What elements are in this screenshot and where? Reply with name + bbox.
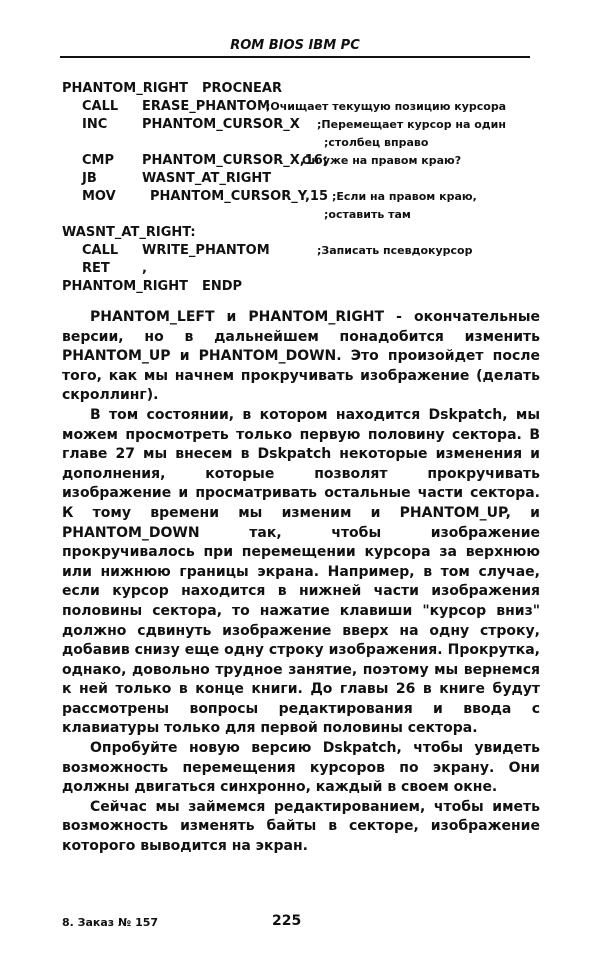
code-label: INC (82, 117, 108, 132)
code-operand: PHANTOM_CURSOR_Y,15 (150, 189, 329, 204)
page-number: 225 (272, 913, 302, 929)
code-line (62, 170, 542, 188)
printer-signature: 8. Заказ № 157 (62, 916, 159, 929)
code-comment: ;столбец вправо (324, 136, 429, 149)
assembly-listing (62, 80, 542, 296)
code-operand: PHANTOM_CURSOR_X (142, 117, 300, 132)
code-label: CALL (82, 99, 119, 114)
code-operand: PHANTOM_CURSOR_X,16; (142, 153, 328, 168)
code-label: JB (82, 171, 97, 186)
code-line (62, 134, 542, 152)
code-line (62, 188, 542, 206)
code-label: PHANTOM_RIGHT (62, 279, 188, 294)
paragraph: PHANTOM_LEFT и PHANTOM_RIGHT - окончательные версии, но в дальнейшем понадобится изменить PHANTOM_UP и PHANTOM_DOWN. Это произойдет после того, как мы начнем прокручивать изображение (делать скроллинг). (62, 309, 540, 404)
code-label: MOV (82, 189, 116, 204)
code-label: CMP (82, 153, 115, 168)
code-line (62, 278, 542, 296)
code-label: RET (82, 261, 110, 276)
code-operand: , (142, 261, 147, 276)
code-comment: Он уже на правом краю? (302, 154, 462, 167)
code-comment: ;Перемещает курсор на один (317, 118, 506, 131)
code-operand: ENDP (202, 279, 243, 294)
code-comment: ;оставить там (324, 208, 411, 221)
code-comment: ;Если на правом краю, (332, 190, 477, 203)
code-line (62, 206, 542, 224)
code-operand: PROCNEAR (202, 81, 282, 96)
code-line (62, 152, 542, 170)
body-text (62, 308, 540, 857)
code-comment: ;Записать псевдокурсор (317, 244, 473, 257)
code-line (62, 260, 542, 278)
paragraph: В том состоянии, в котором находится Dskpatch, мы можем просмотреть только первую половину сектора. В главе 27 мы внесем в Dskpatch некоторые изменения и дополнения, которые позволят прокручивать изображение и просматривать остальные части сектора. К тому времени мы изменим и PHANTOM_UP, и PHANTOM_DOWN так, чтобы изображение прокручивалось при перемещении курсора за верхнюю или нижнюю границы экрана. Например, в том случае, если курсор находится в нижней части изображения половины сектора, то нажатие клавиши "курсор вниз" должно сдвинуть изображение вверх на одну строку, добавив снизу еще одну строку изображения. Прокрутка, однако, довольно трудное занятие, поэтому мы вернемся к ней только в конце книги. До главы 26 в книге будут рассмотрены вопросы редактирования и ввода с клавиатуры только для первой половины сектора. (62, 406, 540, 737)
running-header: ROM BIOS IBM PC (60, 38, 530, 58)
code-line (62, 98, 542, 116)
code-line (62, 242, 542, 260)
code-operand: ERASE_PHANTOM (142, 99, 270, 114)
code-operand: WRITE_PHANTOM (142, 243, 270, 258)
code-comment: ;Очищает текущую позицию курсора (266, 100, 507, 113)
paragraph: Опробуйте новую версию Dskpatch, чтобы увидеть возможность перемещения курсоров по экрану. Они должны двигаться синхронно, каждый в своем окне. (62, 740, 540, 796)
code-label: PHANTOM_RIGHT (62, 81, 188, 96)
code-line (62, 116, 542, 134)
code-label: WASNT_AT_RIGHT: (62, 225, 196, 240)
code-line (62, 224, 542, 242)
code-operand: WASNT_AT_RIGHT (142, 171, 272, 186)
code-label: CALL (82, 243, 119, 258)
code-line (62, 80, 542, 98)
paragraph: Сейчас мы займемся редактированием, чтобы иметь возможность изменять байты в секторе, изображение которого выводится на экран. (62, 798, 540, 855)
